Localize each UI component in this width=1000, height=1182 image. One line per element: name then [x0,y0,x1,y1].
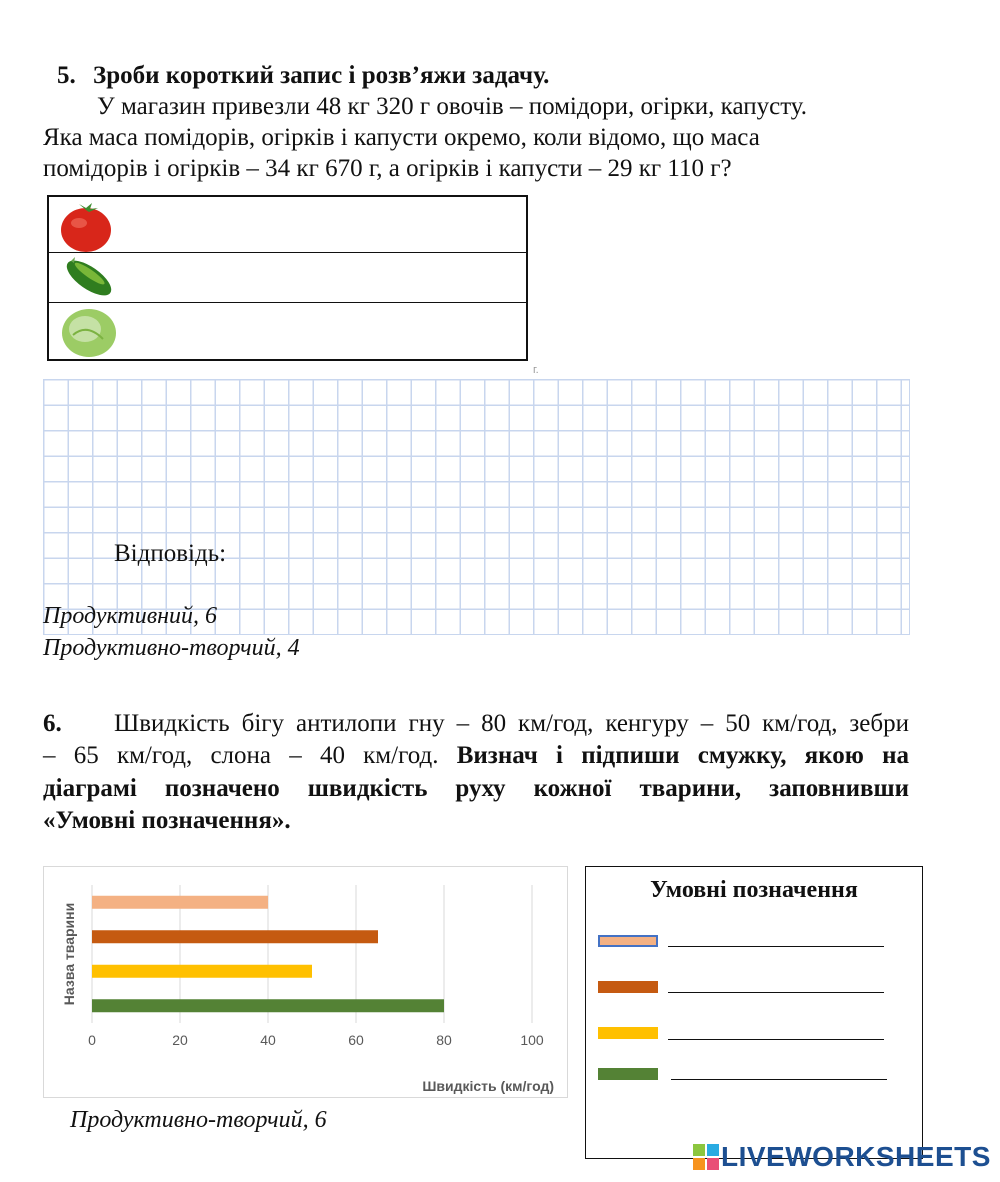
task5-text-line-1: У магазин привезли 48 кг 320 г овочів – помідори, огірки, капусту. [97,93,808,120]
cucumber-icon [59,255,119,301]
x-tick-label-0: 0 [88,1032,96,1048]
liveworksheets-logo [693,1141,991,1173]
legend-title: Умовні позначення [650,877,858,903]
short-record-table [47,195,528,361]
task5-number: 5. [57,62,76,89]
task6-text-line-4: «Умовні позначення». [43,807,291,834]
task5-heading: Зроби короткий запис і розв’яжи задачу. [93,62,550,89]
legend-swatch-1 [598,935,658,947]
task6-line2-bold: Визнач і підпиши смужку, якою на [456,742,910,769]
x-tick-label-5: 100 [520,1032,544,1048]
level-label-productive: Продуктивний, 6 [43,603,218,629]
tomato-icon [59,201,117,253]
chart-svg [44,867,569,1099]
task6-level-label: Продуктивно-творчий, 6 [70,1107,327,1133]
task6-text-line-1: Швидкість бігу антилопи гну – 80 км/год, кенгуру – 50 км/год, зебри [114,710,909,737]
answer-input[interactable] [245,538,889,570]
bar-4 [92,999,444,1012]
legend-answer-input-1[interactable] [668,920,888,948]
stray-mark: г. [533,364,539,376]
task5-text-line-3: помідорів і огірків – 34 кг 670 г, а огірків і капусти – 29 кг 110 г? [43,155,732,182]
logo-squares-icon [693,1144,719,1170]
task6-number: 6. [43,710,62,737]
level-label-creative: Продуктивно-творчий, 4 [43,635,300,661]
x-tick-label-4: 80 [436,1032,452,1048]
legend-swatch-2 [598,981,658,993]
x-tick-label-3: 60 [348,1032,364,1048]
legend-swatch-3 [598,1027,658,1039]
table-row-tomato [49,197,526,253]
speed-bar-chart [43,866,568,1098]
bar-3 [92,965,312,978]
tomato-answer-input[interactable] [129,205,518,244]
x-tick-label-1: 20 [172,1032,188,1048]
task6-text-line-2 [43,739,909,773]
legend-answer-input-4[interactable] [671,1053,891,1081]
task6-text-line-3: діаграмі позначено швидкість руху кожної тварини, заповнивши [43,775,909,802]
x-axis-title: Швидкість (км/год) [422,1078,554,1094]
task6-line2-plain: – 65 км/год, слона – 40 км/год. [43,742,439,769]
cabbage-icon [59,305,119,359]
legend-answer-input-3[interactable] [668,1013,888,1041]
cucumber-answer-input[interactable] [129,261,518,294]
cabbage-answer-input[interactable] [129,311,518,351]
table-row-cucumber [49,253,526,303]
grid-paper-workspace[interactable] [43,379,910,635]
task5-text-line-2: Яка маса помідорів, огірків і капусти окремо, коли відомо, що маса [43,124,760,151]
brand-name: LIVEWORKSHEETS [721,1141,991,1172]
table-row-cabbage [49,303,526,359]
y-axis-title: Назва тварини [61,902,77,1006]
bar-2 [92,930,378,943]
legend-answer-input-2[interactable] [668,966,888,994]
answer-label: Відповідь: [114,540,227,567]
x-tick-label-2: 40 [260,1032,276,1048]
legend-panel [585,866,923,1159]
bar-1 [92,896,268,909]
legend-swatch-4 [598,1068,658,1080]
